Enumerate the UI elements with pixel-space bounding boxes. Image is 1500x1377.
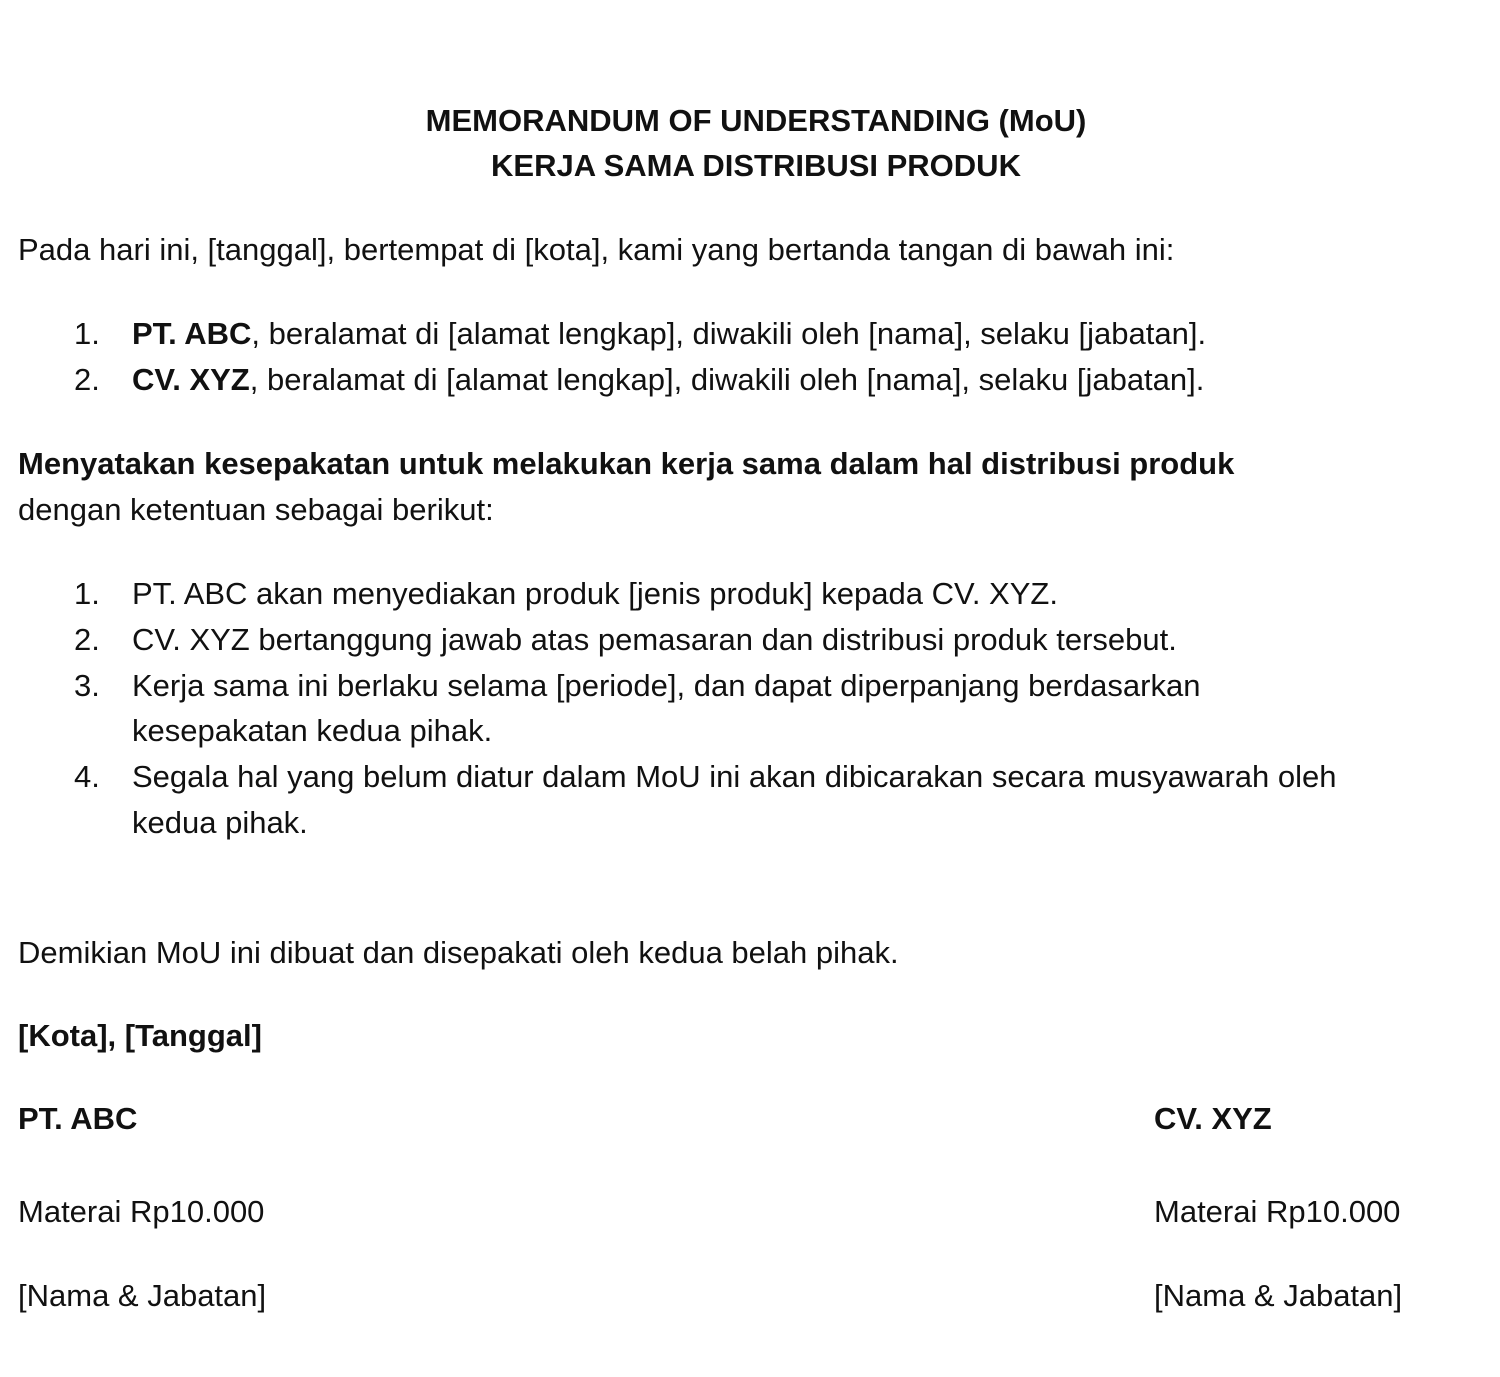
party-name: PT. ABC <box>132 316 252 351</box>
statement-bold: Menyatakan kesepakatan untuk melakukan kerja sama dalam hal distribusi produk <box>18 446 1235 481</box>
term-number: 3. <box>74 668 100 703</box>
intro-text: Pada hari ini, [tanggal], bertempat di [kota], kami yang bertanda tangan di bawah ini: <box>18 232 1175 267</box>
term-number: 2. <box>74 622 100 657</box>
signature-name: [Nama & Jabatan] <box>18 1278 267 1313</box>
term-text: Segala hal yang belum diatur dalam MoU ini akan dibicarakan secara musyawarah oleh <box>132 759 1337 794</box>
title-line-2: KERJA SAMA DISTRIBUSI PRODUK <box>491 148 1021 183</box>
party-name: CV. XYZ <box>132 362 250 397</box>
party-number: 1. <box>74 316 100 351</box>
term-text-cont: kedua pihak. <box>132 805 308 840</box>
closing-text: Demikian MoU ini dibuat dan disepakati oleh kedua belah pihak. <box>18 935 899 970</box>
signature-stamp: Materai Rp10.000 <box>1154 1194 1401 1229</box>
term-number: 4. <box>74 759 100 794</box>
term-text: PT. ABC akan menyediakan produk [jenis produk] kepada CV. XYZ. <box>132 576 1058 611</box>
signature-party: PT. ABC <box>18 1101 138 1136</box>
signature-stamp: Materai Rp10.000 <box>18 1194 265 1229</box>
term-number: 1. <box>74 576 100 611</box>
term-text: CV. XYZ bertanggung jawab atas pemasaran dan distribusi produk tersebut. <box>132 622 1177 657</box>
statement-rest: dengan ketentuan sebagai berikut: <box>18 492 494 527</box>
party-detail: , beralamat di [alamat lengkap], diwakili oleh [nama], selaku [jabatan]. <box>251 316 1207 351</box>
title-line-1: MEMORANDUM OF UNDERSTANDING (MoU) <box>425 103 1087 138</box>
term-text-cont: kesepakatan kedua pihak. <box>132 713 493 748</box>
party-number: 2. <box>74 362 100 397</box>
signature-name: [Nama & Jabatan] <box>1154 1278 1403 1313</box>
party-detail: , beralamat di [alamat lengkap], diwakili oleh [nama], selaku [jabatan]. <box>249 362 1205 397</box>
signature-party: CV. XYZ <box>1154 1101 1272 1136</box>
place-date: [Kota], [Tanggal] <box>18 1018 262 1053</box>
term-text: Kerja sama ini berlaku selama [periode], dan dapat diperpanjang berdasarkan <box>132 668 1201 703</box>
